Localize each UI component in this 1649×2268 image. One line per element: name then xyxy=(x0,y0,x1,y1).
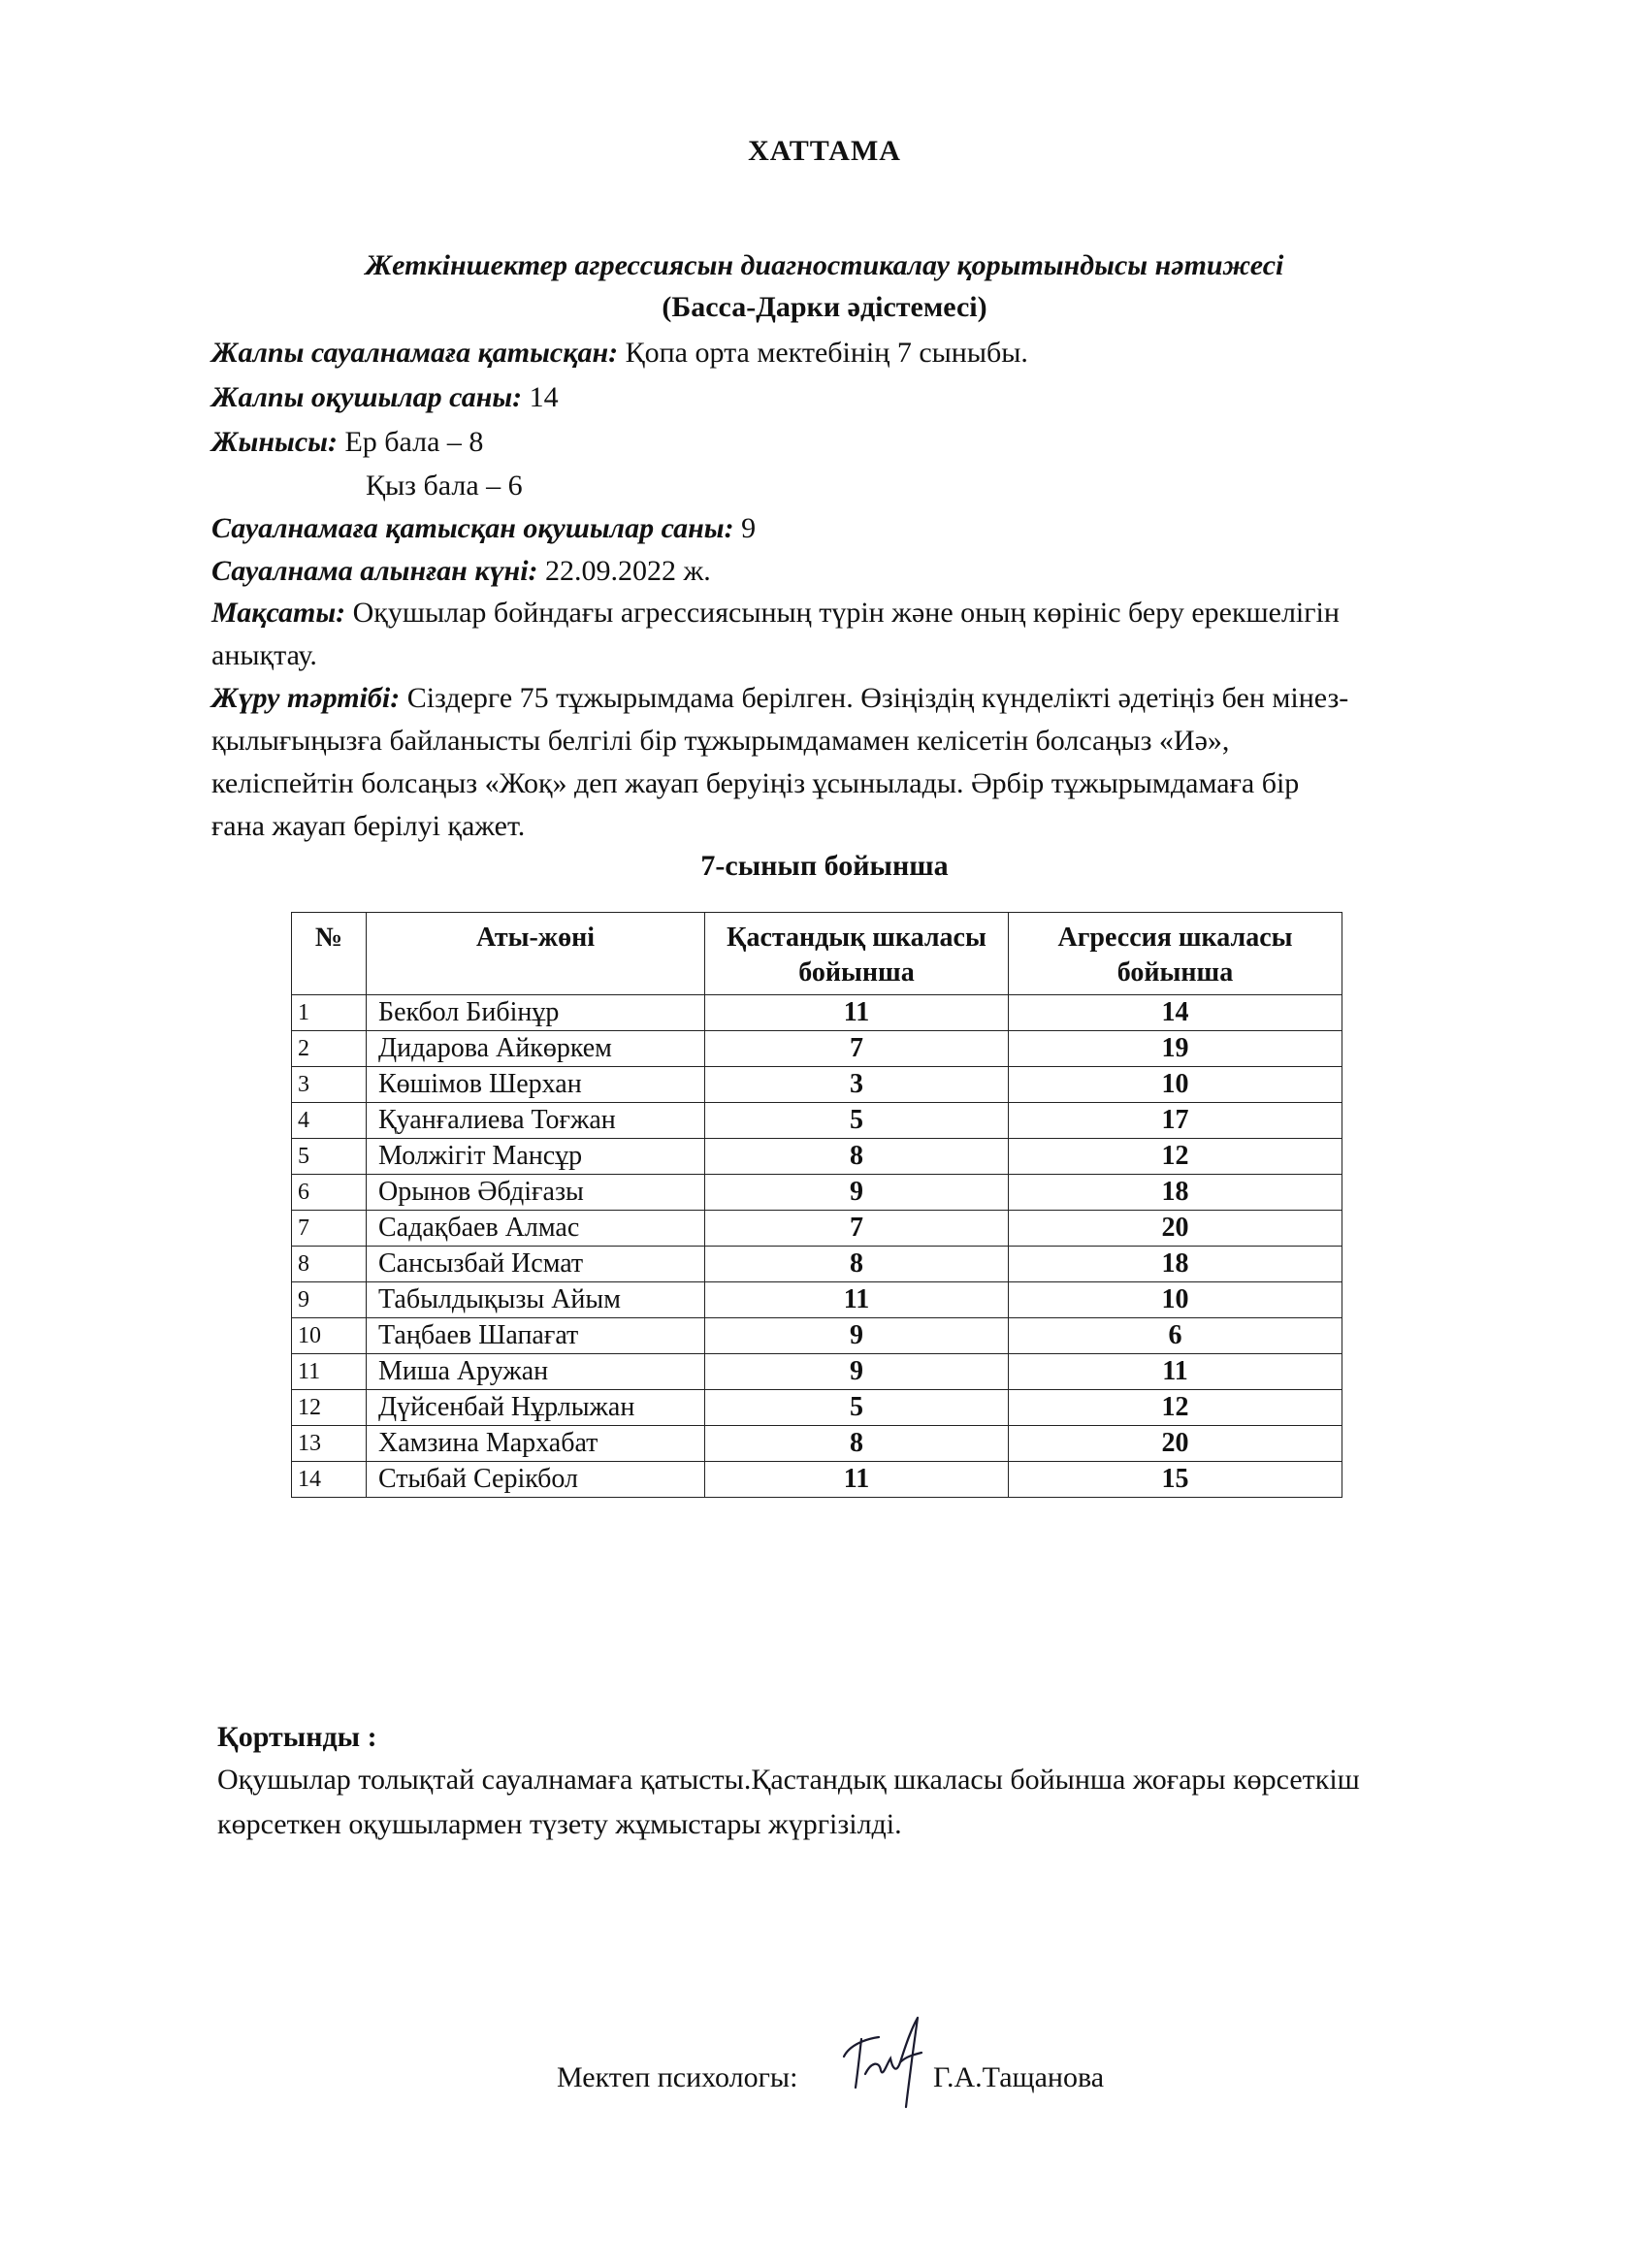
total-students-label: Жалпы оқушылар саны: xyxy=(211,381,523,413)
student-name: Орынов Әбдіғазы xyxy=(367,1175,705,1211)
document-subtitle: Жеткіншектер агрессиясын диагностикалау қорытындысы нәтижесі xyxy=(365,249,1284,281)
hostility-score: 8 xyxy=(705,1426,1009,1462)
hostility-score: 9 xyxy=(705,1175,1009,1211)
hostility-score: 8 xyxy=(705,1247,1009,1282)
student-name: Молжігіт Мансұр xyxy=(367,1139,705,1175)
student-name: Хамзина Мархабат xyxy=(367,1426,705,1462)
hostility-score: 5 xyxy=(705,1390,1009,1426)
hostility-score: 11 xyxy=(705,1282,1009,1318)
student-name: Стыбай Серікбол xyxy=(367,1462,705,1498)
aggression-score: 12 xyxy=(1009,1390,1342,1426)
hostility-score: 5 xyxy=(705,1103,1009,1139)
row-number: 9 xyxy=(292,1282,367,1318)
student-name: Таңбаев Шапағат xyxy=(367,1318,705,1354)
gender-boys: Ер бала – 8 xyxy=(344,426,484,458)
conclusion-text: Оқушылар толықтай сауалнамаға қатысты.Қастандық шкаласы бойынша жоғары көрсеткіш көрсеткен оқушылармен түзету жұмыстары жүргізілді. xyxy=(217,1764,1360,1840)
hostility-score: 8 xyxy=(705,1139,1009,1175)
signature-role: Мектеп психологы: xyxy=(557,2061,798,2093)
aggression-score: 10 xyxy=(1009,1067,1342,1103)
participants-label: Жалпы сауалнамаға қатысқан: xyxy=(211,337,619,369)
table-row xyxy=(292,1318,1342,1354)
row-number: 1 xyxy=(292,995,367,1031)
table-header-row xyxy=(292,913,1342,995)
table-row xyxy=(292,1067,1342,1103)
total-students-line xyxy=(211,381,559,414)
header-number: № xyxy=(292,913,367,995)
total-students-value: 14 xyxy=(529,381,559,413)
table-row xyxy=(292,1247,1342,1282)
row-number: 6 xyxy=(292,1175,367,1211)
aggression-score: 18 xyxy=(1009,1247,1342,1282)
header-name: Аты-жөні xyxy=(367,913,705,995)
aggression-score: 12 xyxy=(1009,1139,1342,1175)
conclusion-heading: Қортынды : xyxy=(217,1721,377,1753)
aggression-score: 6 xyxy=(1009,1318,1342,1354)
hostility-score: 11 xyxy=(705,995,1009,1031)
table-row xyxy=(292,1426,1342,1462)
date-line xyxy=(211,555,711,588)
signature-name: Г.А.Тащанова xyxy=(933,2061,1105,2093)
aggression-score: 19 xyxy=(1009,1031,1342,1067)
aggression-score: 18 xyxy=(1009,1175,1342,1211)
gender-label: Жынысы: xyxy=(211,426,338,458)
participants-value: Қопа орта мектебінің 7 сыныбы. xyxy=(625,337,1028,369)
goal-value: Оқушылар бойндағы агрессиясының түрін және оның көрініс беру ерекшелігін анықтау. xyxy=(211,597,1340,671)
hostility-score: 3 xyxy=(705,1067,1009,1103)
table-row xyxy=(292,995,1342,1031)
aggression-score: 15 xyxy=(1009,1462,1342,1498)
hostility-score: 7 xyxy=(705,1211,1009,1247)
date-value: 22.09.2022 ж. xyxy=(545,555,711,587)
procedure-value: Сіздерге 75 тұжырымдама берілген. Өзіңіздің күнделікті әдетіңіз бен мінез-қылығыңызға байланысты белгілі бір тұжырымдамамен келісетін болсаңыз «Иә», келіспейтін болсаңыз «Жоқ» деп жауап беруіңіз ұсынылады. Әрбір тұжырымдамаға бір ғана жауап берілуі қажет. xyxy=(211,682,1349,842)
header-hostility: Қастандық шкаласы бойынша xyxy=(705,913,1009,995)
aggression-score: 17 xyxy=(1009,1103,1342,1139)
student-name: Миша Аружан xyxy=(367,1354,705,1390)
row-number: 13 xyxy=(292,1426,367,1462)
row-number: 10 xyxy=(292,1318,367,1354)
gender-girls: Қыз бала – 6 xyxy=(366,470,523,502)
row-number: 4 xyxy=(292,1103,367,1139)
hostility-score: 9 xyxy=(705,1318,1009,1354)
student-name: Көшімов Шерхан xyxy=(367,1067,705,1103)
results-table xyxy=(291,912,1342,1498)
student-name: Бекбол Бибінұр xyxy=(367,995,705,1031)
aggression-score: 10 xyxy=(1009,1282,1342,1318)
surveyed-value: 9 xyxy=(741,512,757,544)
document-title: ХАТТАМА xyxy=(748,135,901,167)
student-name: Табылдықызы Айым xyxy=(367,1282,705,1318)
aggression-score: 14 xyxy=(1009,995,1342,1031)
table-row xyxy=(292,1390,1342,1426)
table-row xyxy=(292,1211,1342,1247)
goal-paragraph xyxy=(211,592,1356,677)
handwritten-signature-icon xyxy=(836,2006,943,2113)
row-number: 2 xyxy=(292,1031,367,1067)
aggression-score: 11 xyxy=(1009,1354,1342,1390)
surveyed-label: Сауалнамаға қатысқан оқушылар саны: xyxy=(211,512,734,544)
table-row xyxy=(292,1175,1342,1211)
procedure-label: Жүру тәртібі: xyxy=(211,682,401,714)
student-name: Дүйсенбай Нұрлыжан xyxy=(367,1390,705,1426)
table-row xyxy=(292,1103,1342,1139)
row-number: 3 xyxy=(292,1067,367,1103)
hostility-score: 7 xyxy=(705,1031,1009,1067)
table-row xyxy=(292,1031,1342,1067)
goal-label: Мақсаты: xyxy=(211,597,346,629)
header-aggression: Агрессия шкаласы бойынша xyxy=(1009,913,1342,995)
table-row xyxy=(292,1462,1342,1498)
row-number: 11 xyxy=(292,1354,367,1390)
method-name: (Басса-Дарки әдістемесі) xyxy=(662,291,987,323)
hostility-score: 11 xyxy=(705,1462,1009,1498)
aggression-score: 20 xyxy=(1009,1426,1342,1462)
aggression-score: 20 xyxy=(1009,1211,1342,1247)
table-row xyxy=(292,1282,1342,1318)
student-name: Дидарова Айкөркем xyxy=(367,1031,705,1067)
student-name: Садақбаев Алмас xyxy=(367,1211,705,1247)
row-number: 5 xyxy=(292,1139,367,1175)
surveyed-line xyxy=(211,512,756,545)
hostility-score: 9 xyxy=(705,1354,1009,1390)
participants-line xyxy=(211,337,1028,370)
procedure-paragraph xyxy=(211,677,1356,848)
row-number: 14 xyxy=(292,1462,367,1498)
table-row xyxy=(292,1139,1342,1175)
gender-line xyxy=(211,426,483,459)
table-caption: 7-сынып бойынша xyxy=(700,850,949,882)
row-number: 12 xyxy=(292,1390,367,1426)
row-number: 8 xyxy=(292,1247,367,1282)
date-label: Сауалнама алынған күні: xyxy=(211,555,538,587)
table-row xyxy=(292,1354,1342,1390)
student-name: Сансызбай Исмат xyxy=(367,1247,705,1282)
row-number: 7 xyxy=(292,1211,367,1247)
student-name: Қуанғалиева Тоғжан xyxy=(367,1103,705,1139)
